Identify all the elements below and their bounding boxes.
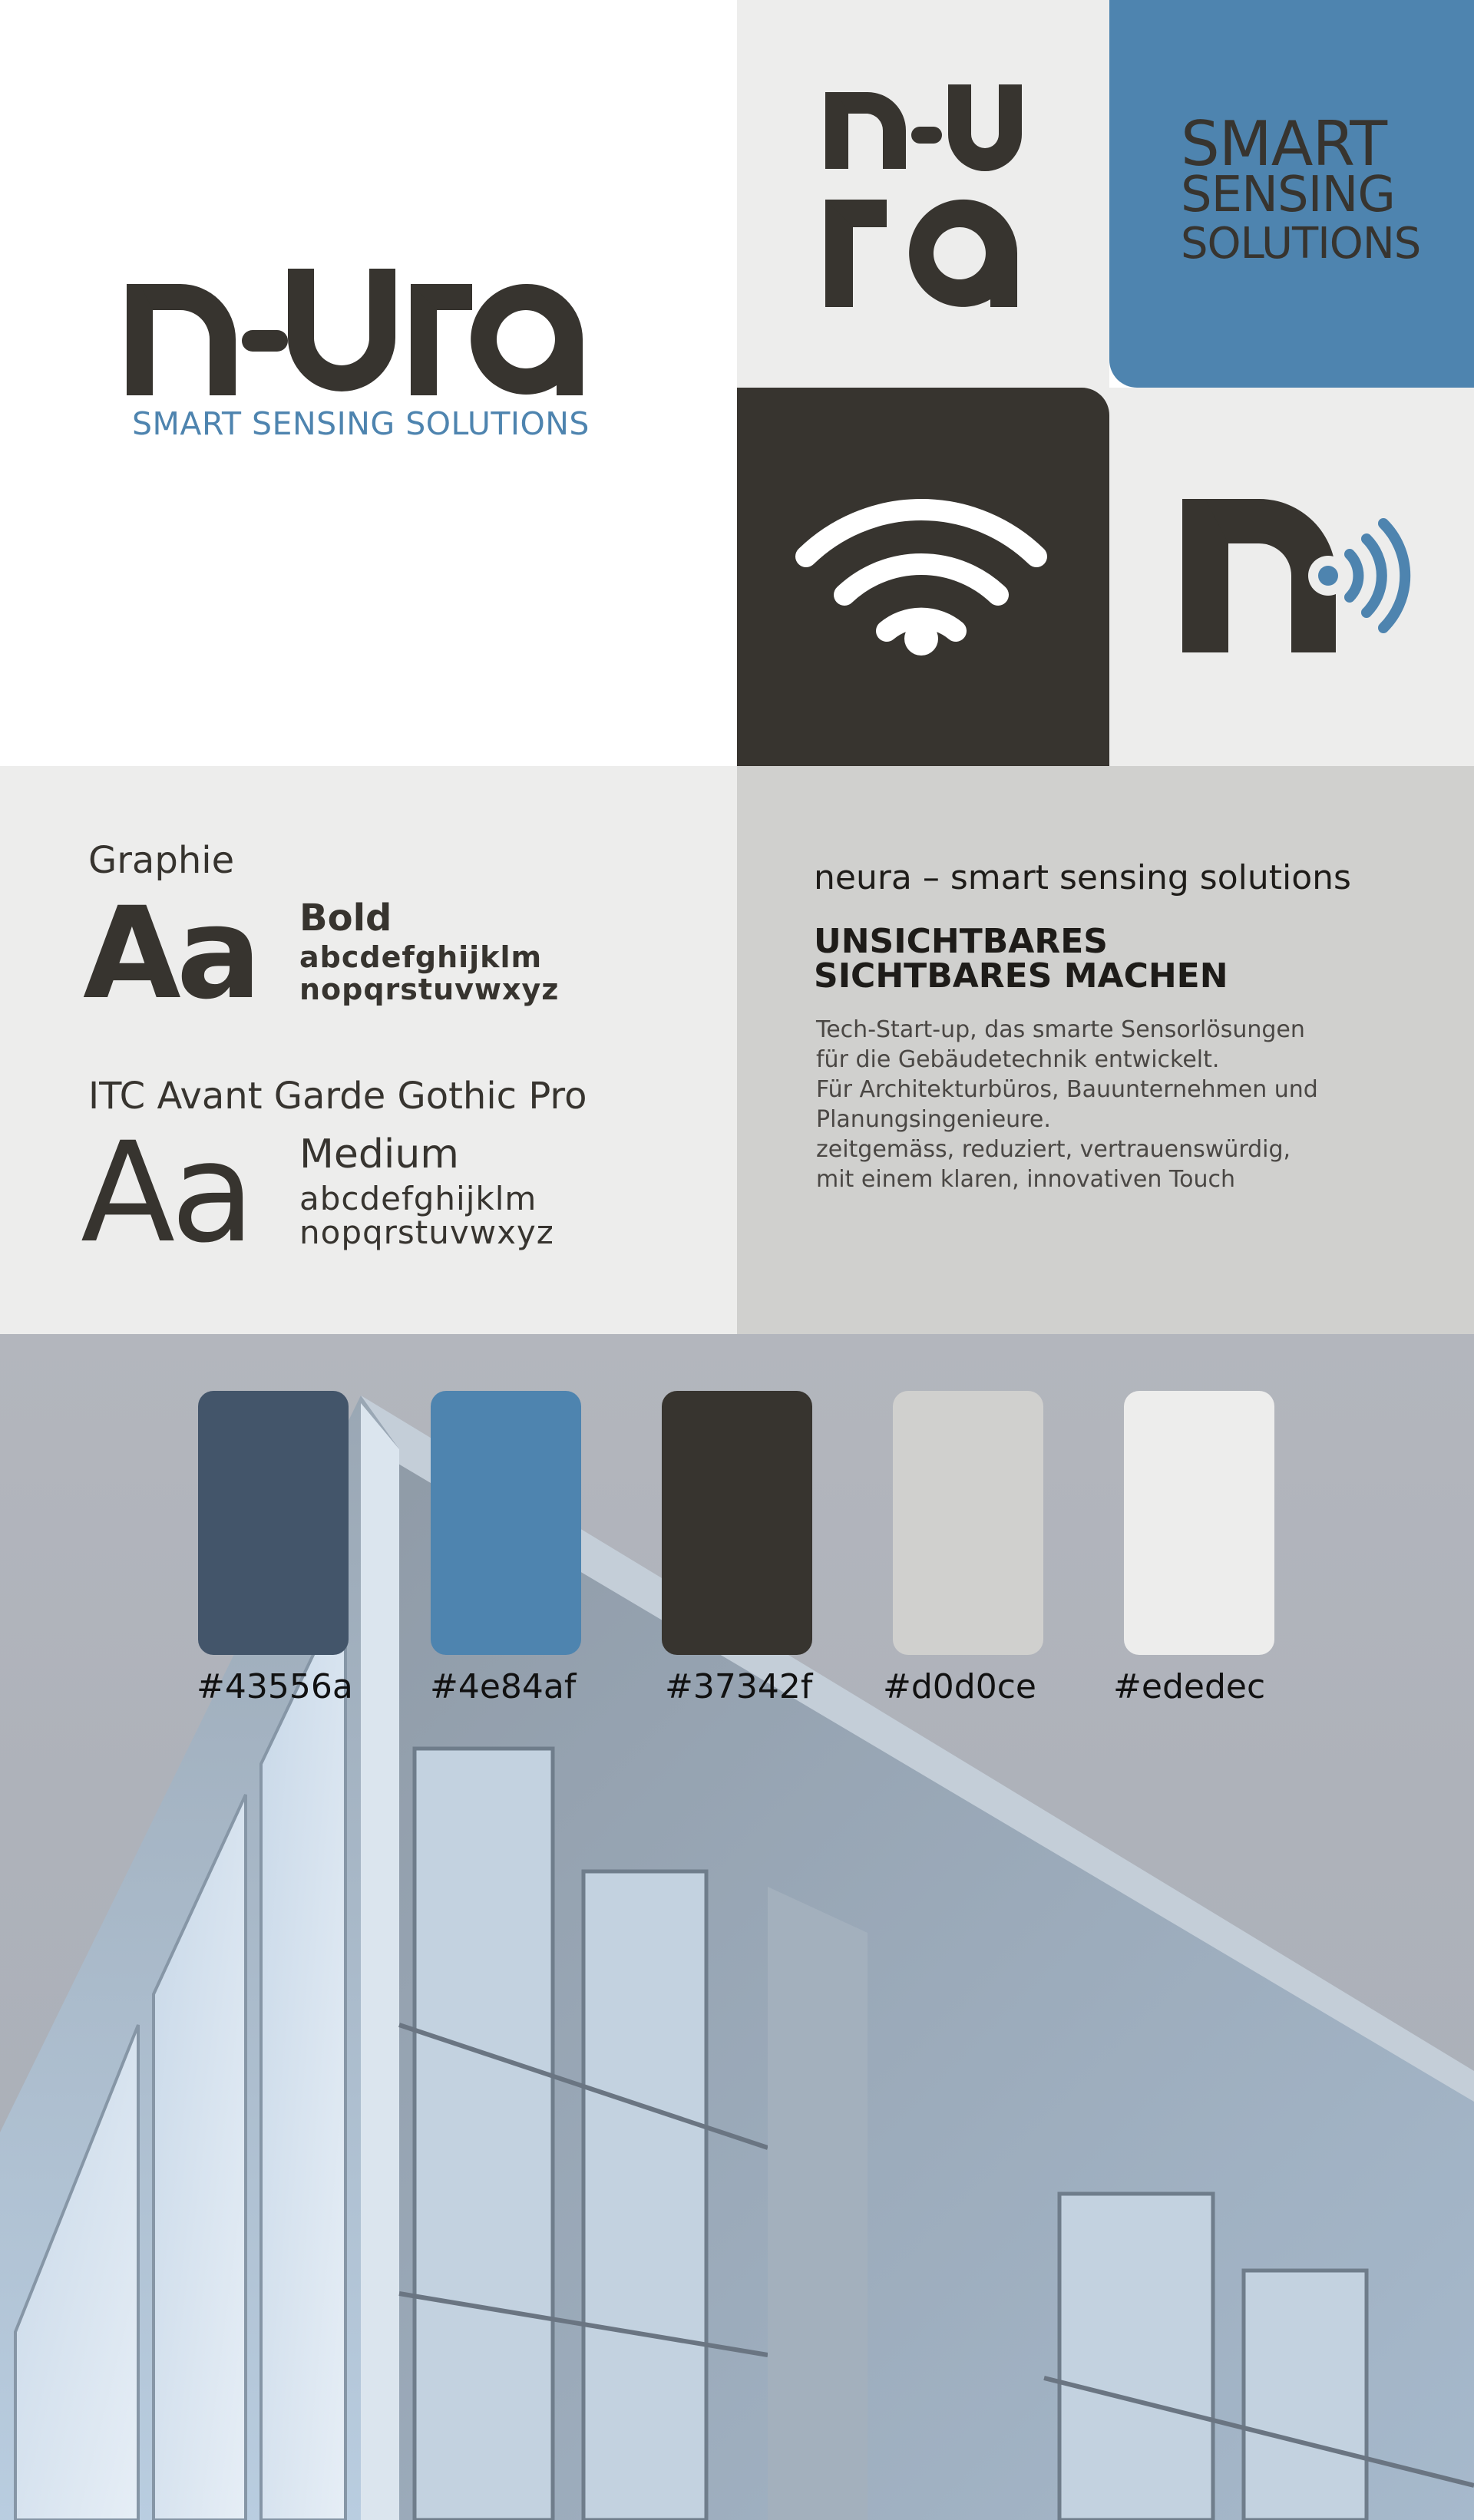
font2-sample: Aa (81, 1113, 251, 1273)
brand-description (816, 1015, 1415, 1194)
font2-weight: Medium (299, 1131, 459, 1177)
brand-description-line: Planungsingenieure. (816, 1106, 1051, 1133)
neura-wordmark-logo (127, 253, 610, 407)
tagline-sensing: SENSING (1181, 167, 1395, 223)
brand-headline-line2: SICHTBARES MACHEN (814, 956, 1228, 996)
tagline-smart: SMART (1181, 108, 1387, 180)
color-swatch-0 (198, 1391, 349, 1655)
brand-description-line: Für Architekturbüros, Bauunternehmen und (816, 1076, 1318, 1103)
color-label-0: #43556a (197, 1667, 353, 1706)
font2-name: ITC Avant Garde Gothic Pro (88, 1075, 587, 1118)
font1-alphabet-line2: nopqrstuvwxyz (299, 973, 560, 1006)
color-swatch-1 (431, 1391, 581, 1655)
n-signal-icon (1175, 491, 1420, 660)
stacked-neura-logo (825, 84, 1025, 307)
color-swatch-3 (893, 1391, 1043, 1655)
color-label-2: #37342f (665, 1667, 813, 1706)
font1-alphabet-line1: abcdefghijklm (299, 940, 543, 974)
brand-description-line: mit einem klaren, innovativen Touch (816, 1166, 1236, 1193)
color-label-1: #4e84af (430, 1667, 577, 1706)
tagline-solutions: SOLUTIONS (1181, 219, 1421, 269)
font2-alphabet-line1: abcdefghijklm (299, 1180, 537, 1217)
brand-description-line: Tech-Start-up, das smarte Sensorlösungen (816, 1016, 1305, 1043)
logo-tagline: SMART SENSING SOLUTIONS (132, 405, 590, 442)
brand-headline-line1: UNSICHTBARES (814, 922, 1108, 961)
font1-name: Graphie (88, 839, 235, 882)
color-label-4: #ededec (1113, 1667, 1266, 1706)
color-label-3: #d0d0ce (883, 1667, 1036, 1706)
brand-description-line: zeitgemäss, reduziert, vertrauenswürdig, (816, 1136, 1291, 1163)
color-swatch-2 (662, 1391, 812, 1655)
font1-weight: Bold (299, 897, 392, 940)
brand-title: neura – smart sensing solutions (814, 858, 1351, 897)
font1-sample: Aa (83, 880, 258, 1027)
wifi-icon (791, 484, 1052, 668)
font2-alphabet-line2: nopqrstuvwxyz (299, 1214, 554, 1251)
color-swatch-4 (1124, 1391, 1274, 1655)
brand-description-line: für die Gebäudetechnik entwickelt. (816, 1046, 1220, 1073)
